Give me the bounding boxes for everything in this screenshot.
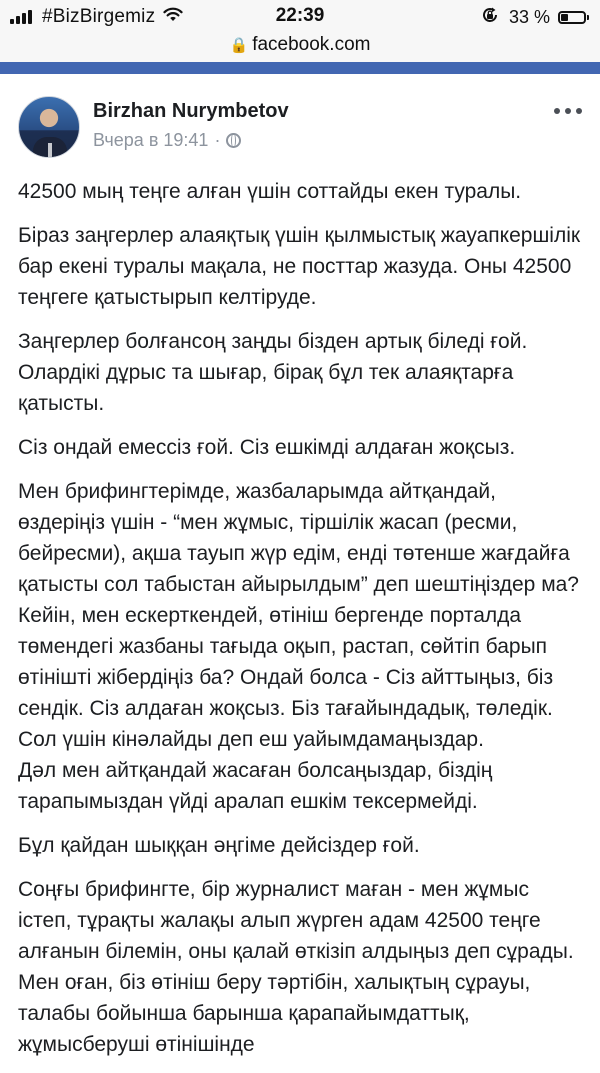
carrier-name: #BizBirgemiz [42, 6, 156, 27]
meta-separator: · [214, 130, 221, 150]
post-paragraph: Мен брифингтерімде, жазбаларымда айтқандай, өздеріңіз үшін - “мен жұмыс, тіршілік жасап (ресми, бейресми), ақша тауып жүр едім, енді төтенше жағдайға қатысты сол табыстан айырылдым” деп шештіңіздер ма? Кейін, мен ескерткендей, өтініш бергенде порталда төмендегі жазбаны тағыда оқып, растап, сөйтіп барып өтінішті жібердіңіз ба? Ондай болса - Сіз айттыңыз, біз сендік. Сіз алдаған жоқсыз. Біз тағайындадық, төледік. Сол үшін кінәлайды деп еш уайымдамаңыздар. Дәл мен айтқандай жасаған болсаңыздар, біздің тарапымыздан үйді аралап ешкім тексермейді. [18, 480, 579, 813]
status-right [481, 6, 586, 29]
facebook-header-strip [0, 62, 600, 74]
battery-percent: 33 % [508, 7, 550, 27]
post-meta [93, 130, 241, 151]
post-timestamp[interactable]: Вчера в 19:41 [93, 130, 209, 150]
post-paragraph: Соңғы брифингте, бір журналист маған - мен жұмыс істеп, тұрақты жалақы алып жүрген адам 42500 теңге алғанын білемін, оны қалай өткізіп алдыңыз деп сұрады. Мен оған, біз өтініш беру тәртібін, халықтың сұрауы, талабы бойынша барынша қарапайымдаттық, жұмысберуші өтінішінде [18, 878, 574, 1056]
post-author[interactable]: Birzhan Nurymbetov [93, 100, 289, 122]
battery-icon [558, 11, 586, 24]
post-paragraph: Сіз ондай емессіз ғой. Сіз ешкімді алдаған жоқсыз. [18, 436, 516, 459]
more-dot-icon [565, 108, 571, 114]
status-bar [0, 0, 600, 34]
lock-icon: 🔒 [229, 37, 249, 54]
url-bar[interactable] [0, 34, 600, 62]
status-time: 22:39 [275, 5, 325, 26]
globe-icon [226, 133, 241, 148]
post-body [18, 176, 588, 1073]
post-paragraph: Заңгерлер болғансоң заңды бізден артық біледі ғой. Олардікі дұрыс та шығар, бірақ бұл тек алаяқтарға қатысты. [18, 330, 528, 415]
rotation-lock-icon [481, 6, 499, 29]
more-dot-icon [576, 108, 582, 114]
post-paragraph: Бұл қайдан шыққан әңгіме дейсіздер ғой. [18, 834, 420, 857]
post-paragraph: 42500 мың теңге алған үшін соттайды екен туралы. [18, 180, 522, 203]
post-paragraph: Біраз заңгерлер алаяқтық үшін қылмыстық жауапкершілік бар екені туралы мақала, не посттар жазуда. Оны 42500 теңгеге қатыстырып келтіруде. [18, 224, 581, 309]
more-dot-icon [554, 108, 560, 114]
avatar[interactable] [18, 96, 80, 158]
more-options-button[interactable] [554, 108, 582, 114]
url-domain: facebook.com [252, 34, 371, 55]
